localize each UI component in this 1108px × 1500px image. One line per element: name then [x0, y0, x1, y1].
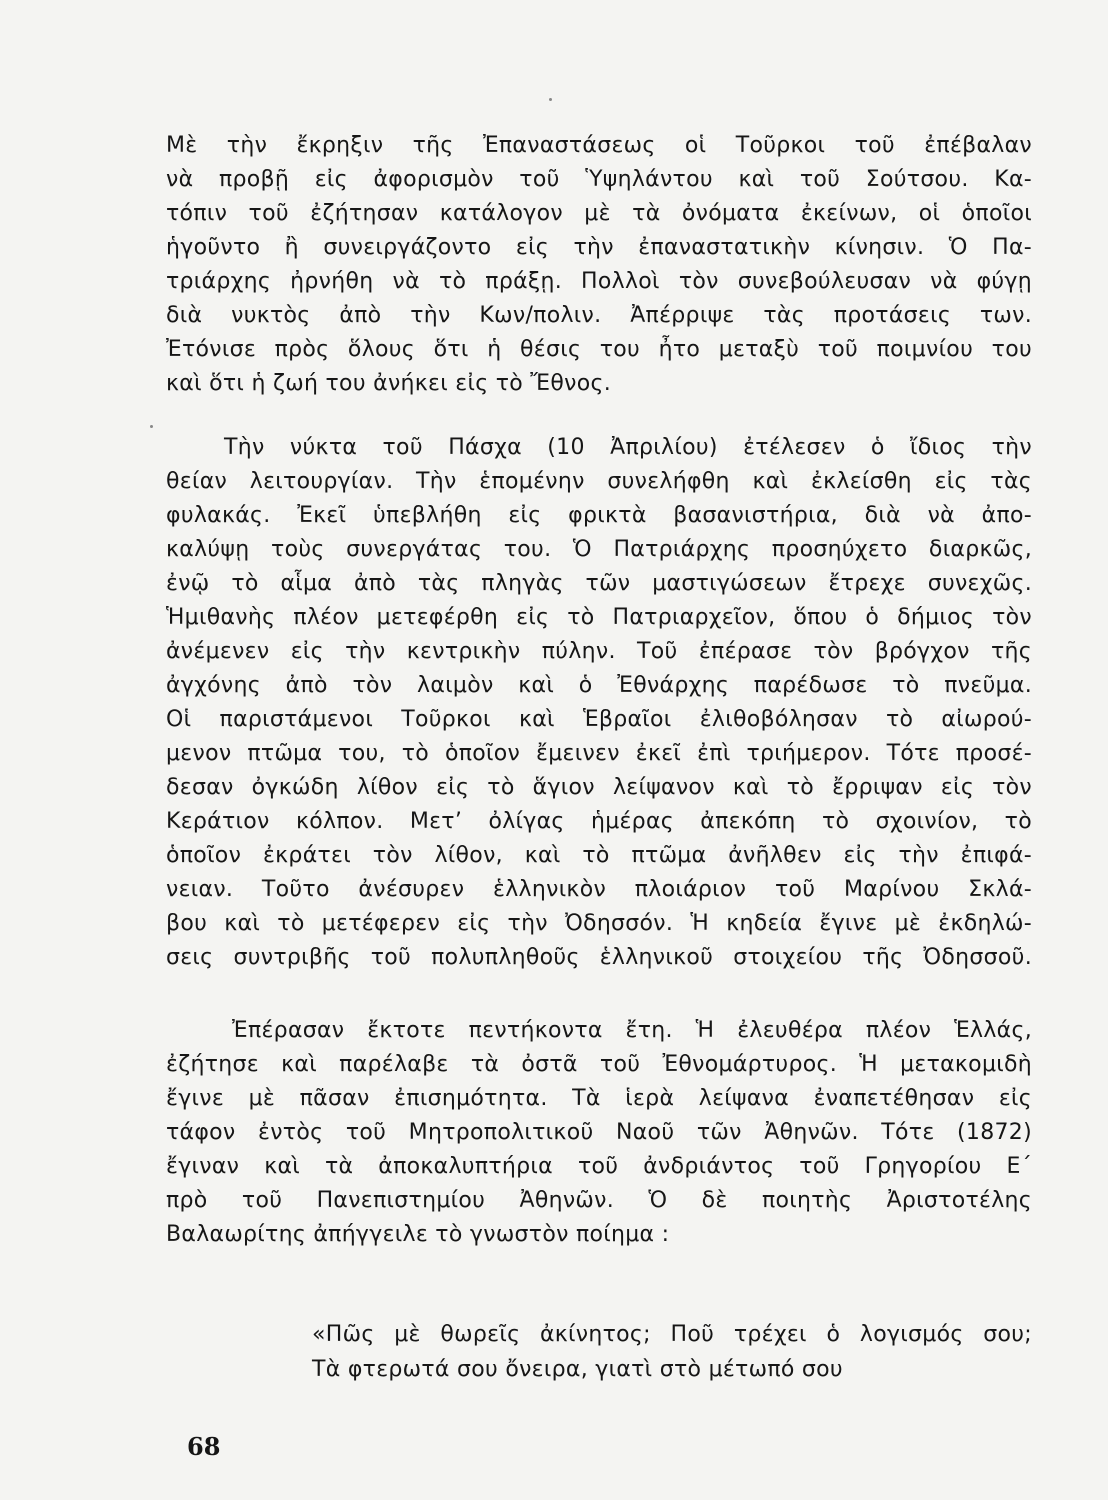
text-line: τόπιν τοῦ ἐζήτησαν κατάλογον μὲ τὰ ὀνόματα ἐκείνων, οἱ ὁποῖοι — [166, 201, 1032, 226]
text-line: φυλακάς. Ἐκεῖ ὑπεβλήθη εἰς φρικτὰ βασανιστήρια, διὰ νὰ ἀπο- — [166, 503, 1032, 528]
text-line: Βαλαωρίτης ἀπήγγειλε τὸ γνωστὸν ποίημα : — [166, 1222, 670, 1247]
text-line: μενον πτῶμα του, τὸ ὁποῖον ἔμεινεν ἐκεῖ ἐπὶ τριήμερον. Τότε προσέ- — [166, 741, 1032, 766]
text-line: ἐνῷ τὸ αἷμα ἀπὸ τὰς πληγὰς τῶν μαστιγώσεων ἔτρεχε συνεχῶς. — [166, 571, 1032, 596]
text-line: δεσαν ὀγκώδη λίθον εἰς τὸ ἅγιον λείψανον καὶ τὸ ἔρριψαν εἰς τὸν — [166, 775, 1032, 800]
print-speck — [549, 98, 552, 101]
text-line: θείαν λειτουργίαν. Τὴν ἑπομένην συνελήφθη καὶ ἐκλείσθη εἰς τὰς — [166, 469, 1032, 494]
text-line: διὰ νυκτὸς ἀπὸ τὴν Κων/πολιν. Ἀπέρριψε τὰς προτάσεις των. — [166, 303, 1032, 328]
text-line: ἀγχόνης ἀπὸ τὸν λαιμὸν καὶ ὁ Ἐθνάρχης παρέδωσε τὸ πνεῦμα. — [166, 673, 1032, 698]
text-line: νὰ προβῇ εἰς ἀφορισμὸν τοῦ Ὑψηλάντου καὶ τοῦ Σούτσου. Κα- — [166, 167, 1032, 192]
text-line: ἡγοῦντο ἢ συνειργάζοντο εἰς τὴν ἐπαναστατικὴν κίνησιν. Ὁ Πα- — [166, 235, 1032, 260]
text-line: καὶ ὅτι ἡ ζωή του ἀνήκει εἰς τὸ Ἔθνος. — [166, 371, 611, 396]
text-line: τάφον ἐντὸς τοῦ Μητροπολιτικοῦ Ναοῦ τῶν Ἀθηνῶν. Τότε (1872) — [166, 1120, 1032, 1145]
text-line: καλύψῃ τοὺς συνεργάτας του. Ὁ Πατριάρχης προσηύχετο διαρκῶς, — [166, 537, 1032, 562]
text-line: Ἐτόνισε πρὸς ὅλους ὅτι ἡ θέσις του ἦτο μεταξὺ τοῦ ποιμνίου του — [166, 337, 1032, 362]
page-number: 68 — [187, 1432, 221, 1461]
poem-line: «Πῶς μὲ θωρεῖς ἀκίνητος; Ποῦ τρέχει ὁ λογισμός σου; — [312, 1322, 1032, 1347]
text-line: Μὲ τὴν ἔκρηξιν τῆς Ἐπαναστάσεως οἱ Τοῦρκοι τοῦ ἐπέβαλαν — [166, 133, 1032, 158]
text-line: Κεράτιον κόλπον. Μετ’ ὀλίγας ἡμέρας ἀπεκόπη τὸ σχοινίον, τὸ — [166, 809, 1032, 834]
text-line: τριάρχης ἠρνήθη νὰ τὸ πράξῃ. Πολλοὶ τὸν συνεβούλευσαν νὰ φύγῃ — [166, 269, 1032, 294]
text-line: ἀνέμενεν εἰς τὴν κεντρικὴν πύλην. Τοῦ ἐπέρασε τὸν βρόγχον τῆς — [166, 639, 1032, 664]
text-line: Οἱ παριστάμενοι Τοῦρκοι καὶ Ἑβραῖοι ἐλιθοβόλησαν τὸ αἰωρού- — [166, 707, 1032, 732]
text-line: σεις συντριβῆς τοῦ πολυπληθοῦς ἑλληνικοῦ στοιχείου τῆς Ὀδησσοῦ. — [166, 945, 1032, 970]
text-line: ἔγινε μὲ πᾶσαν ἐπισημότητα. Τὰ ἱερὰ λείψανα ἐναπετέθησαν εἰς — [166, 1086, 1032, 1111]
text-line: νειαν. Τοῦτο ἀνέσυρεν ἑλληνικὸν πλοιάριον τοῦ Μαρίνου Σκλά- — [166, 877, 1032, 902]
text-line: ἐζήτησε καὶ παρέλαβε τὰ ὀστᾶ τοῦ Ἐθνομάρτυρος. Ἡ μετακομιδὴ — [166, 1052, 1032, 1077]
print-speck — [150, 425, 153, 428]
text-line: βου καὶ τὸ μετέφερεν εἰς τὴν Ὀδησσόν. Ἡ κηδεία ἔγινε μὲ ἐκδηλώ- — [166, 911, 1032, 936]
text-line: πρὸ τοῦ Πανεπιστημίου Ἀθηνῶν. Ὁ δὲ ποιητὴς Ἀριστοτέλης — [166, 1188, 1032, 1213]
text-line: Τὴν νύκτα τοῦ Πάσχα (10 Ἀπριλίου) ἐτέλεσεν ὁ ἴδιος τὴν — [224, 435, 1032, 460]
text-line: Ἐπέρασαν ἔκτοτε πεντήκοντα ἔτη. Ἡ ἐλευθέρα πλέον Ἑλλάς, — [232, 1018, 1032, 1043]
poem-line: Τὰ φτερωτά σου ὄνειρα, γιατὶ στὸ μέτωπό σου — [312, 1357, 843, 1382]
text-line: Ἡμιθανὴς πλέον μετεφέρθη εἰς τὸ Πατριαρχεῖον, ὅπου ὁ δήμιος τὸν — [166, 605, 1032, 630]
text-line: ὁποῖον ἐκράτει τὸν λίθον, καὶ τὸ πτῶμα ἀνῆλθεν εἰς τὴν ἐπιφά- — [166, 843, 1032, 868]
text-line: ἔγιναν καὶ τὰ ἀποκαλυπτήρια τοῦ ἀνδριάντος τοῦ Γρηγορίου Ε΄ — [166, 1154, 1032, 1179]
